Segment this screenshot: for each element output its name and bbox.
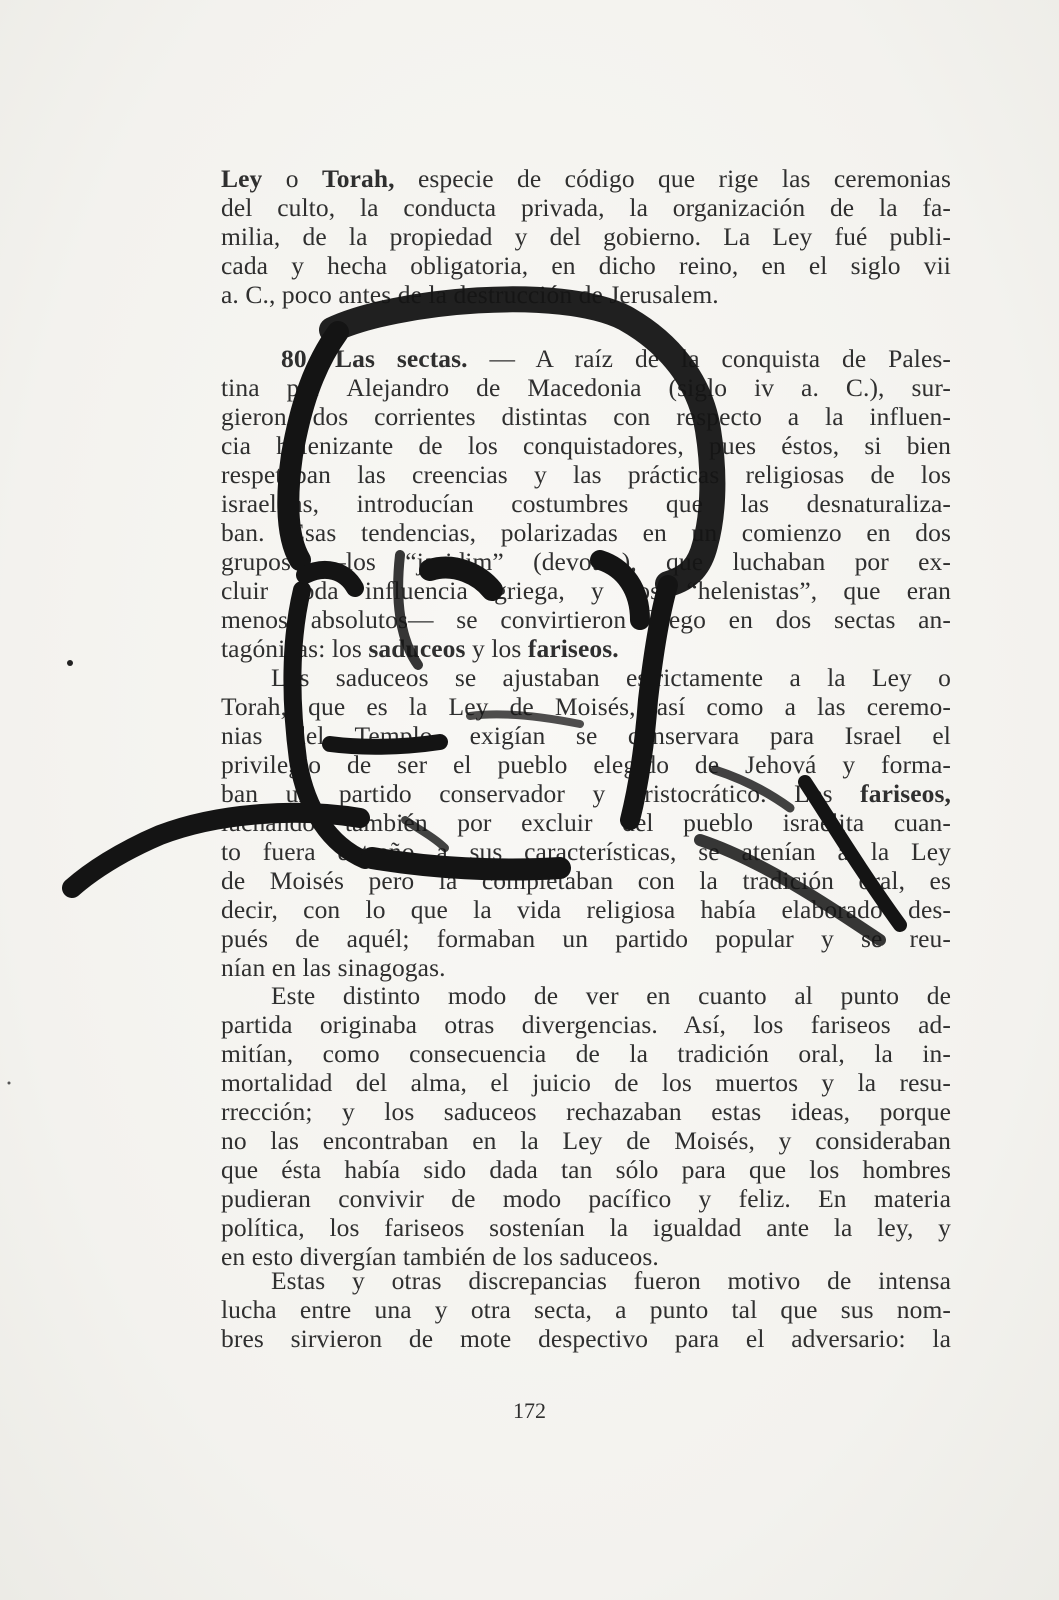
text-line: cada y hecha obligatoria, en dicho reino, en el siglo vii [221, 251, 951, 280]
paragraph-discrepancias [221, 1266, 951, 1353]
text-line: lucha entre una y otra secta, a punto tal que sus nom- [221, 1295, 951, 1324]
text-line: ban un partido conservador y aristocrático. Los fariseos, [221, 779, 951, 808]
text-line: que ésta había sido dada tan sólo para que los hombres [221, 1155, 951, 1184]
page-number: 172 [513, 1398, 546, 1423]
text-line: del culto, la conducta privada, la organización de la fa- [221, 193, 951, 222]
text-line: no las encontraban en la Ley de Moisés, y consideraban [221, 1126, 951, 1155]
text-line: en esto divergían también de los saduceos. [221, 1242, 659, 1271]
text-line: mortalidad del alma, el juicio de los muertos y la resu- [221, 1068, 951, 1097]
paragraph-divergencias [221, 981, 951, 1271]
paragraph-section-80 [221, 344, 951, 982]
text-line: menos absolutos— se convirtieron luego en dos sectas an- [221, 605, 951, 634]
text-line: Este distinto modo de ver en cuanto al punto de [271, 981, 951, 1010]
ink-dot [8, 1082, 11, 1085]
text-line: pudieran convivir de modo pacífico y feliz. En materia [221, 1184, 951, 1213]
text-line: gieron dos corrientes distintas con respecto a la influen- [221, 402, 951, 431]
text-line: milia, de la propiedad y del gobierno. La Ley fué publi- [221, 222, 951, 251]
text-line: nían en las sinagogas. [221, 953, 446, 982]
text-line: a. C., poco antes de la destrucción de Jerusalem. [221, 280, 719, 309]
text-line: nias del Templo, exigían se conservara para Israel el [221, 721, 951, 750]
text-line: política, los fariseos sostenían la igualdad ante la ley, y [221, 1213, 951, 1242]
text-line: luchando también por excluir del pueblo israelita cuan- [221, 808, 951, 837]
text-line: israelitas, introducían costumbres que las desnaturaliza- [221, 489, 951, 518]
text-line: decir, con lo que la vida religiosa había elaborado des- [221, 895, 951, 924]
text-line: partida originaba otras divergencias. Así, los fariseos ad- [221, 1010, 951, 1039]
text-line: tagónicas: los saduceos y los fariseos. [221, 634, 619, 663]
text-line: cluir toda influencia griega, y los “helenistas”, que eran [221, 576, 951, 605]
ink-dot [67, 660, 73, 666]
text-line: respetaban las creencias y las prácticas religiosas de los [221, 460, 951, 489]
text-line: Los saduceos se ajustaban estrictamente a la Ley o [271, 663, 951, 692]
text-line: rrección; y los saduceos rechazaban estas ideas, porque [221, 1097, 951, 1126]
text-line: Estas y otras discrepancias fueron motivo de intensa [271, 1266, 951, 1295]
text-line: ban. Esas tendencias, polarizadas en un comienzo en dos [221, 518, 951, 547]
paragraph-ley-torah [221, 164, 951, 309]
text-line: grupos —los “jasidim” (devotos), que luchaban por ex- [221, 547, 951, 576]
text-line: Torah, que es la Ley de Moisés, así como a las ceremo- [221, 692, 951, 721]
text-line: de Moisés pero la completaban con la tradición oral, es [221, 866, 951, 895]
text-line: to fuera extraño a sus características, se atenían a la Ley [221, 837, 951, 866]
text-line: Ley o Torah, especie de código que rige las ceremonias [221, 164, 951, 193]
text-line: pués de aquél; formaban un partido popular y se reu- [221, 924, 951, 953]
text-line: cia helenizante de los conquistadores, pues éstos, si bien [221, 431, 951, 460]
text-line: privilegio de ser el pueblo elegido de Jehová y forma- [221, 750, 951, 779]
text-line: tina por Alejandro de Macedonia (siglo iv a. C.), sur- [221, 373, 951, 402]
text-line: bres sirvieron de mote despectivo para el adversario: la [221, 1324, 951, 1353]
text-line: 80. Las sectas. — A raíz de la conquista de Pales- [281, 344, 951, 373]
text-line: mitían, como consecuencia de la tradición oral, la in- [221, 1039, 951, 1068]
